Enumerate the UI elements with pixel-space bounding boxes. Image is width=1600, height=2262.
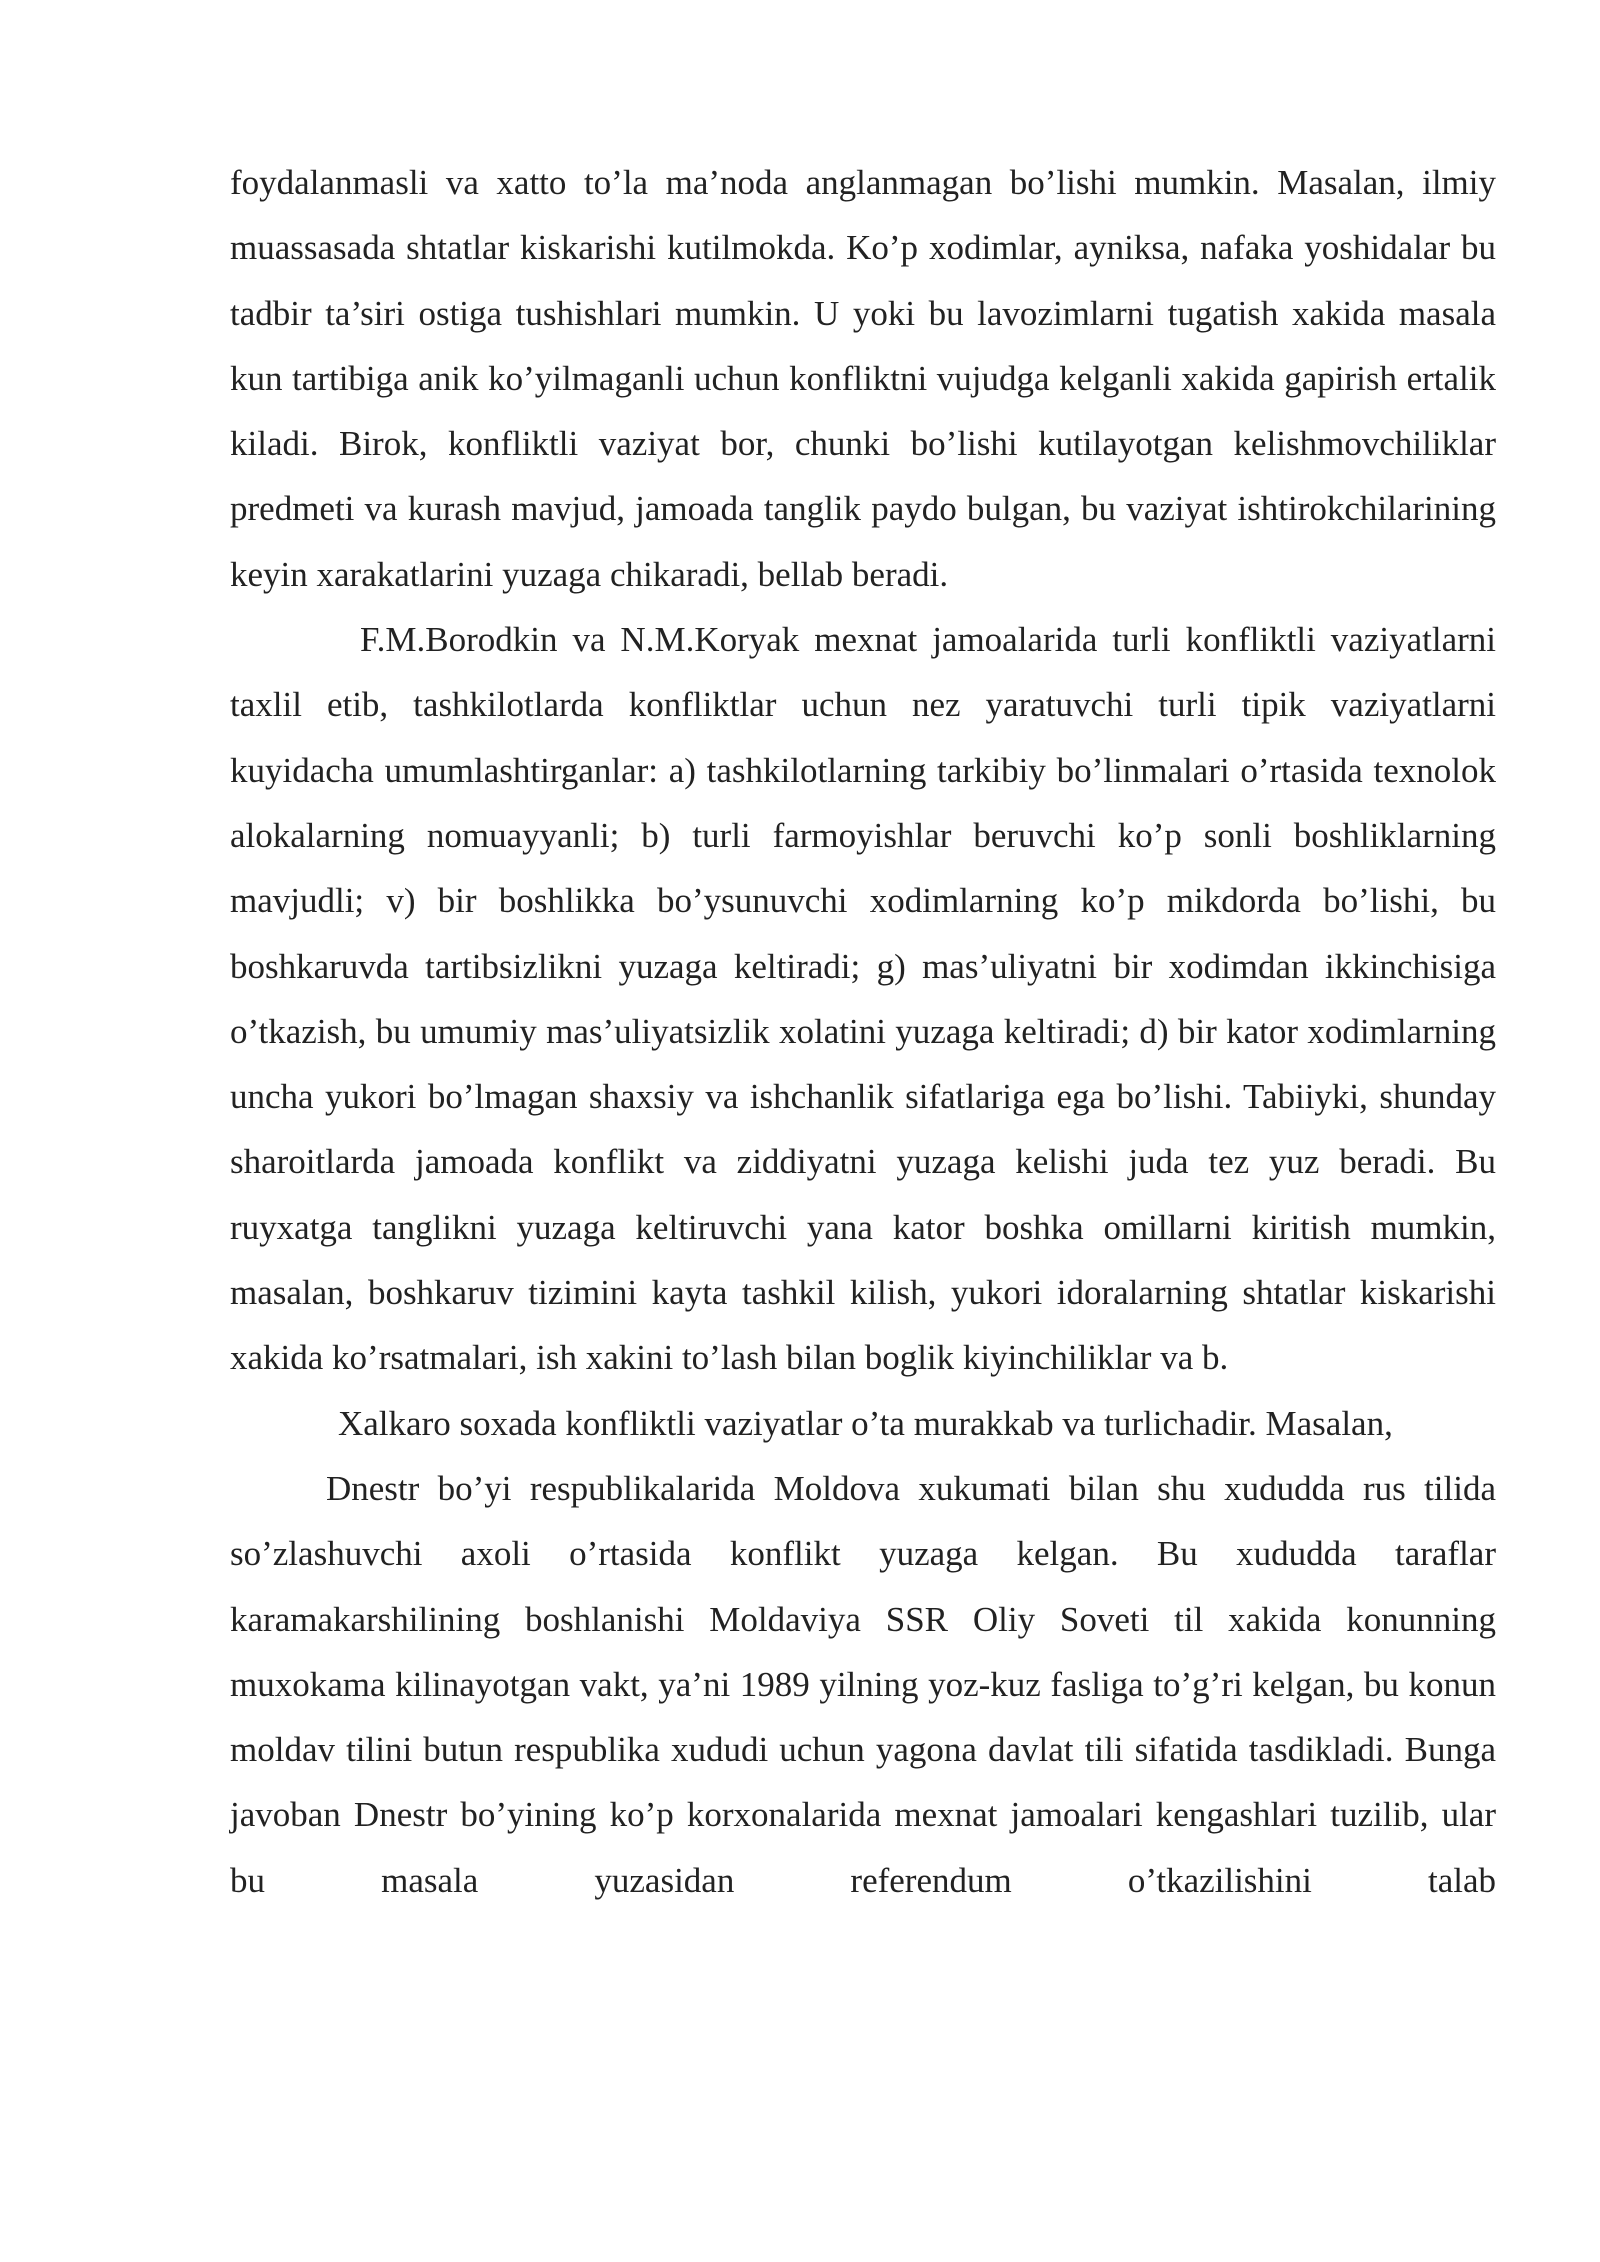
paragraph-4: Dnestr bo’yi respublikalarida Moldova xukumati bilan shu xududda rus tilida so’zlashuvchi axoli o’rtasida konflikt yuzaga kelgan. Bu xududda taraflar karamakarshilining boshlanishi Moldaviya SSR Oliy Soveti til xakida konunning muxokama kilinayotgan vakt, ya’ni 1989 yilning yoz-kuz fasliga to’g’ri kelgan, bu konun moldav tilini butun respublika xududi uchun yagona davlat tili sifatida tasdikladi. Bunga javoban Dnestr bo’yining ko’p korxonalarida mexnat jamoalari kengashlari tuzilib, ular bu masala yuzasidan referendum o’tkazilishini talab bbox=[230, 1468, 1496, 1900]
paragraph-3: Xalkaro soxada konfliktli vaziyatlar o’ta murakkab va turlichadir. Masalan, bbox=[338, 1403, 1393, 1443]
document-page bbox=[230, 150, 1496, 1913]
paragraph-2: F.M.Borodkin va N.M.Koryak mexnat jamoalarida turli konfliktli vaziyatlarni taxlil etib, tashkilotlarda konfliktlar uchun nez yaratuvchi turli tipik vaziyatlarni kuyidacha umumlashtirganlar: a) tashkilotlarning tarkibiy bo’linmalari o’rtasida texnolok alokalarning nomuayyanli; b) turli farmoyishlar beruvchi ko’p sonli boshliklarning mavjudli; v) bir boshlikka bo’ysunuvchi xodimlarning ko’p mikdorda bo’lishi, bu boshkaruvda tartibsizlikni yuzaga keltiradi; g) mas’uliyatni bir xodimdan ikkinchisiga o’tkazish, bu umumiy mas’uliyatsizlik xolatini yuzaga keltiradi; d) bir kator xodimlarning uncha yukori bo’lmagan shaxsiy va ishchanlik sifatlariga ega bo’lishi. Tabiiyki, shunday sharoitlarda jamoada konflikt va ziddiyatni yuzaga kelishi juda tez yuz beradi. Bu ruyxatga tanglikni yuzaga keltiruvchi yana kator boshka omillarni kiritish mumkin, masalan, boshkaruv tizimini kayta tashkil kilish, yukori idoralarning shtatlar kiskarishi xakida ko’rsatmalari, ish xakini to’lash bilan boglik kiyinchiliklar va b. bbox=[230, 620, 1496, 1378]
paragraph-1: foydalanmasli va xatto to’la ma’noda anglanmagan bo’lishi mumkin. Masalan, ilmiy muassasada shtatlar kiskarishi kutilmokda. Ko’p xodimlar, ayniksa, nafaka yoshidalar bu tadbir ta’siri ostiga tushishlari mumkin. U yoki bu lavozimlarni tugatish xakida masala kun tartibiga anik ko’yilmaganli uchun konfliktni vujudga kelganli xakida gapirish ertalik kiladi. Birok, konfliktli vaziyat bor, chunki bo’lishi kutilayotgan kelishmovchiliklar predmeti va kurash mavjud, jamoada tanglik paydo bulgan, bu vaziyat ishtirokchilarining keyin xarakatlarini yuzaga chikaradi, bellab beradi. bbox=[230, 163, 1496, 594]
